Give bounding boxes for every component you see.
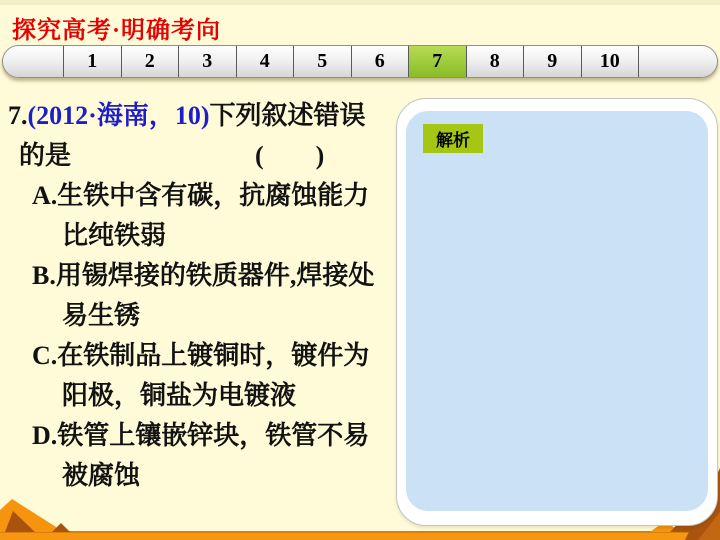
question-nav-bar — [2, 45, 718, 78]
nav-item-9[interactable]: 9 — [523, 46, 581, 77]
nav-item-1[interactable]: 1 — [63, 46, 121, 77]
nav-cell-list — [63, 46, 638, 77]
answer-blank: ( ) — [255, 141, 325, 170]
page-title: 探究高考·明确考向 — [12, 18, 222, 44]
question-number: 7. — [8, 101, 28, 130]
slide-top-edge — [0, 0, 720, 5]
nav-item-2[interactable]: 2 — [121, 46, 179, 77]
nav-item-7[interactable]: 7 — [408, 46, 466, 77]
option-d: D.铁管上镶嵌锌块，铁管不易 被腐蚀 — [32, 421, 370, 490]
option-b: B.用锡焊接的铁质器件,焊接处 易生锈 — [32, 261, 375, 330]
nav-item-5[interactable]: 5 — [293, 46, 351, 77]
nav-right-cap — [638, 46, 717, 77]
question-stem: 下列叙述错误 — [209, 101, 366, 130]
analysis-tag-button[interactable]: 解析 — [423, 124, 483, 153]
nav-item-4[interactable]: 4 — [236, 46, 294, 77]
nav-item-6[interactable]: 6 — [351, 46, 409, 77]
question-stem-line1 — [8, 96, 396, 136]
question-source: (2012·海南，10) — [27, 101, 210, 130]
nav-left-cap — [3, 46, 63, 77]
question-block — [8, 96, 396, 496]
option-list — [8, 176, 396, 496]
analysis-panel — [396, 98, 718, 526]
option-c: C.在铁制品上镀铜时，镀件为 阳极，铜盐为电镀液 — [32, 341, 370, 410]
nav-item-3[interactable]: 3 — [178, 46, 236, 77]
question-stem-line2: 的是 ( ) — [8, 136, 396, 176]
left-mountain-decoration — [0, 495, 90, 540]
nav-item-8[interactable]: 8 — [466, 46, 524, 77]
analysis-panel-body — [406, 111, 708, 511]
nav-item-10[interactable]: 10 — [581, 46, 639, 77]
option-a: A.生铁中含有碳，抗腐蚀能力 比纯铁弱 — [32, 181, 370, 250]
